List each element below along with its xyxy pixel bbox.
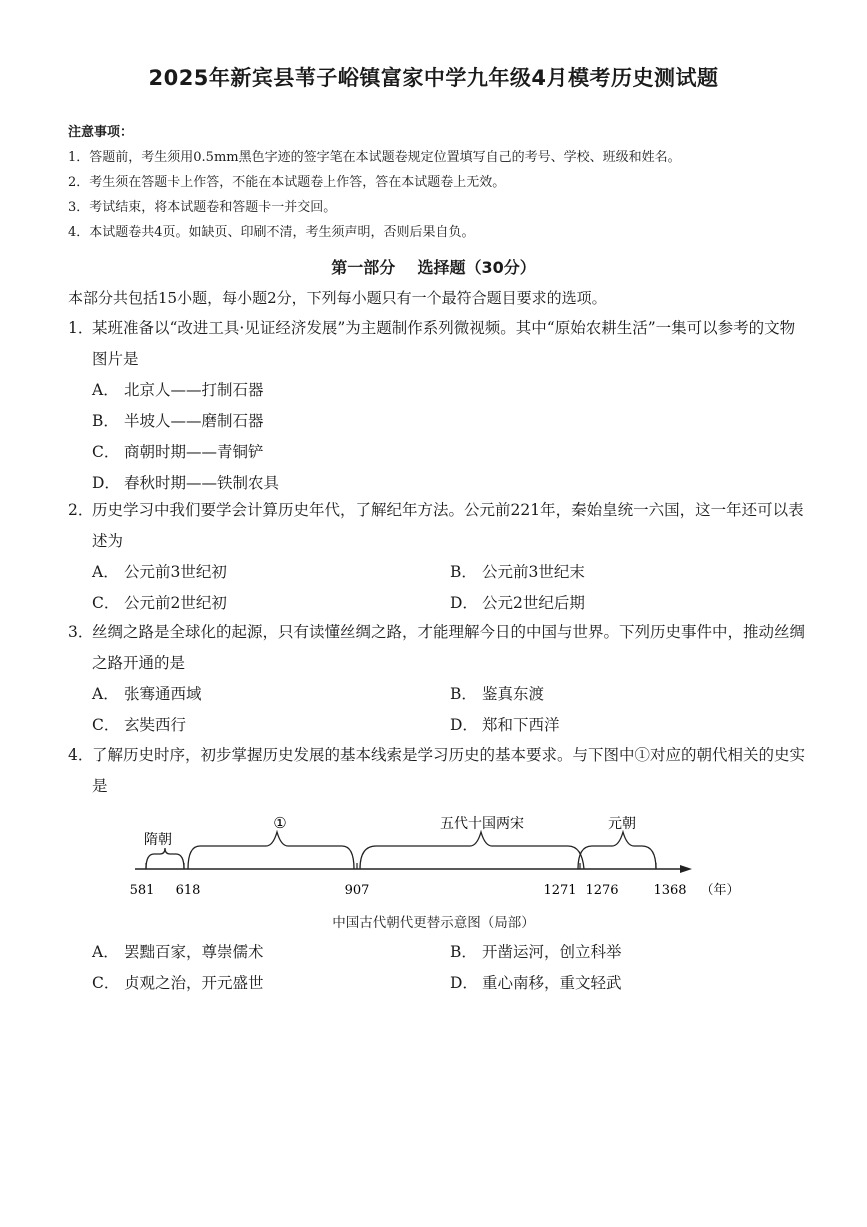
option-d[interactable]: D． 公元2世纪后期 [450, 594, 585, 612]
year-unit: （年） [700, 883, 740, 898]
question-stem: 某班准备以“改进工具·见证经济发展”为主题制作系列微视频。其中“原始农耕生活”一集可以参考的文物图片是 [92, 319, 796, 368]
year-1276: 1276 [585, 883, 619, 898]
note-item: 2．考生须在答题卡上作答，不能在本试题卷上作答，答在本试题卷上无效。 [68, 175, 506, 190]
year-618: 618 [175, 883, 201, 898]
note-item: 4．本试题卷共4页。如缺页、印刷不清，考生须声明，否则后果自负。 [68, 225, 475, 240]
option-c[interactable]: C． 商朝时期——青铜铲 [92, 443, 264, 461]
brace-yuan [578, 832, 656, 869]
question-4-options [68, 937, 808, 999]
notes-section [68, 120, 681, 245]
option-b[interactable]: B． 鉴真东渡 [450, 685, 545, 703]
question-3 [68, 617, 808, 741]
brace-circle-1 [188, 832, 354, 869]
label-yuan: 元朝 [608, 816, 636, 832]
brace-song [360, 832, 584, 869]
dynasty-timeline [120, 808, 740, 928]
label-song: 五代十国两宋 [440, 816, 524, 832]
year-581: 581 [129, 883, 155, 898]
option-b[interactable]: B． 公元前3世纪末 [450, 563, 585, 581]
question-stem: 了解历史时序，初步掌握历史发展的基本线索是学习历史的基本要求。与下图中①对应的朝代相关的史实是 [92, 746, 806, 795]
option-b[interactable]: B． 开凿运河，创立科举 [450, 943, 622, 961]
option-d[interactable]: D． 郑和下西洋 [450, 716, 560, 734]
question-number: 3． [68, 623, 94, 641]
option-a[interactable]: A． 张骞通西域 [92, 685, 202, 703]
option-c[interactable]: C． 玄奘西行 [92, 716, 187, 734]
question-number: 1． [68, 319, 94, 337]
year-1271: 1271 [543, 883, 577, 898]
part-intro: 本部分共包括15小题，每小题2分，下列每小题只有一个最符合题目要求的选项。 [68, 289, 607, 307]
option-a[interactable]: A． 罢黜百家，尊崇儒术 [92, 943, 264, 961]
year-1368: 1368 [653, 883, 687, 898]
option-a[interactable]: A． 公元前3世纪初 [92, 563, 227, 581]
timeline-svg [120, 808, 740, 908]
axis-arrow-icon [680, 865, 692, 873]
option-c[interactable]: C． 公元前2世纪初 [92, 594, 227, 612]
question-number: 4． [68, 746, 94, 764]
brace-sui [146, 848, 184, 869]
question-2 [68, 495, 808, 619]
note-item: 1．答题前，考生须用0.5mm黑色字迹的签字笔在本试题卷规定位置填写自己的考号、学校、班级和姓名。 [68, 150, 681, 165]
exam-title: 2025年新宾县苇子峪镇富家中学九年级4月模考历史测试题 [148, 66, 719, 90]
option-list [92, 679, 808, 741]
option-a[interactable]: A． 北京人——打制石器 [92, 381, 264, 399]
option-b[interactable]: B． 半坡人——磨制石器 [92, 412, 264, 430]
question-number: 2． [68, 501, 94, 519]
option-list [92, 557, 808, 619]
label-sui: 隋朝 [144, 832, 172, 848]
option-c[interactable]: C． 贞观之治，开元盛世 [92, 974, 264, 992]
notes-heading: 注意事项： [68, 125, 134, 140]
question-1 [68, 313, 808, 499]
label-circle-1: ① [273, 814, 287, 832]
note-item: 3．考试结束，将本试题卷和答题卡一并交回。 [68, 200, 337, 215]
question-stem: 历史学习中我们要学会计算历史年代，了解纪年方法。公元前221年，秦始皇统一六国，这一年还可以表述为 [92, 501, 804, 550]
option-d[interactable]: D． 重心南移，重文轻武 [450, 974, 622, 992]
year-907: 907 [344, 883, 370, 898]
option-d[interactable]: D． 春秋时期——铁制农具 [92, 474, 280, 492]
option-list [92, 375, 808, 499]
question-4 [68, 740, 808, 802]
question-stem: 丝绸之路是全球化的起源，只有读懂丝绸之路，才能理解今日的中国与世界。下列历史事件中，推动丝绸之路开通的是 [92, 623, 806, 672]
timeline-caption: 中国古代朝代更替示意图（局部） [332, 915, 535, 931]
part-title: 第一部分 选择题（30分） [331, 258, 536, 277]
option-list [92, 937, 808, 999]
